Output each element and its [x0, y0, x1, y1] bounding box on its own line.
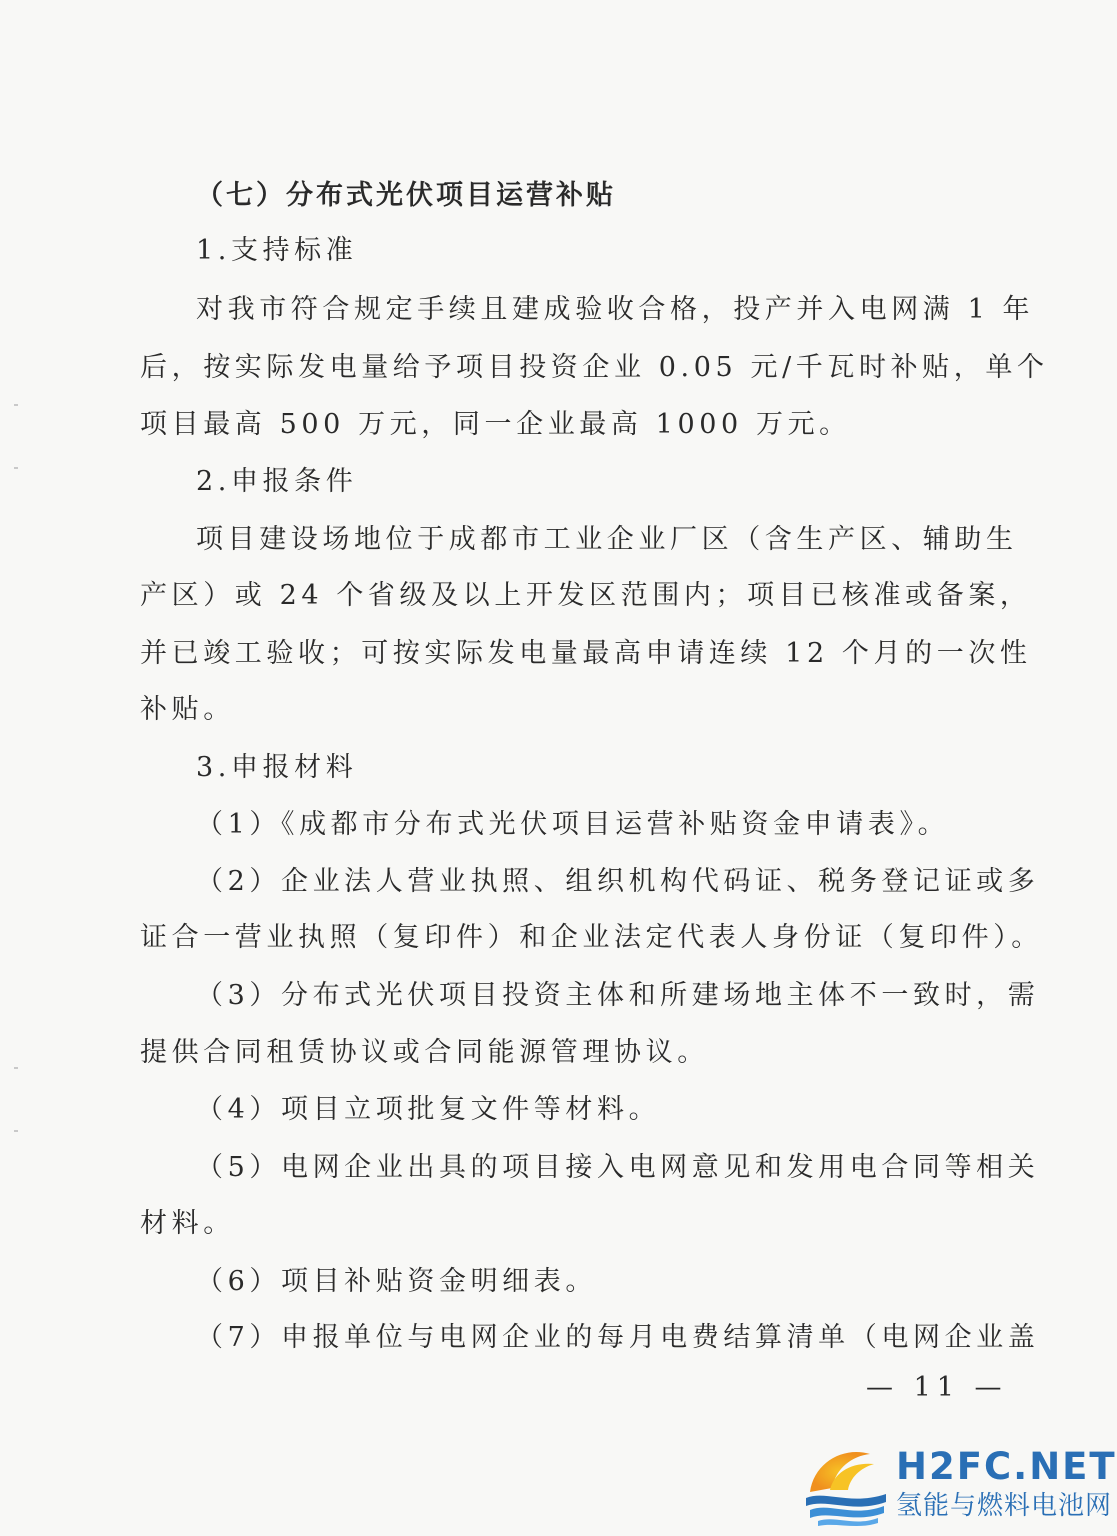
list-item: （2）企业法人营业执照、组织机构代码证、税务登记证或多 [196, 866, 1040, 897]
watermark [800, 1440, 1117, 1530]
paragraph-line: 并已竣工验收；可按实际发电量最高申请连续 12 个月的一次性 [140, 638, 1032, 669]
sun-wave-logo-icon [800, 1440, 892, 1528]
section-heading: （七）分布式光伏项目运营补贴 [196, 180, 616, 211]
paragraph-line: 后，按实际发电量给予项目投资企业 0.05 元/千瓦时补贴，单个 [140, 352, 1049, 383]
scan-speck [14, 1067, 18, 1069]
page-number: — 11 — [866, 1372, 1008, 1403]
paragraph-line: 产区）或 24 个省级及以上开发区范围内；项目已核准或备案， [140, 580, 1032, 611]
subsection-title-support-standard: 1.支持标准 [196, 235, 358, 266]
watermark-brand: H2FC.NET [896, 1445, 1117, 1488]
paragraph-line: 对我市符合规定手续且建成验收合格，投产并入电网满 1 年 [196, 294, 1035, 325]
subsection-title-materials: 3.申报材料 [196, 752, 358, 783]
scan-speck [14, 404, 18, 406]
paragraph-line: 项目建设场地位于成都市工业企业厂区（含生产区、辅助生 [196, 524, 1018, 555]
list-item: （5）电网企业出具的项目接入电网意见和发用电合同等相关 [196, 1152, 1040, 1183]
subsection-title-conditions: 2.申报条件 [196, 466, 358, 497]
list-item: （7）申报单位与电网企业的每月电费结算清单（电网企业盖 [196, 1322, 1040, 1353]
list-item-continuation: 证合一营业执照（复印件）和企业法定代表人身份证（复印件）。 [140, 922, 1043, 953]
list-item: （1）《成都市分布式光伏项目运营补贴资金申请表》。 [196, 809, 950, 840]
scan-speck [14, 1130, 18, 1132]
list-item-continuation: 提供合同租赁协议或合同能源管理协议。 [140, 1037, 709, 1068]
watermark-subtitle: 氢能与燃料电池网 [896, 1491, 1113, 1521]
paragraph-line: 项目最高 500 万元，同一企业最高 1000 万元。 [140, 409, 851, 440]
list-item: （3）分布式光伏项目投资主体和所建场地主体不一致时，需 [196, 980, 1040, 1011]
list-item: （6）项目补贴资金明细表。 [196, 1266, 597, 1297]
scan-speck [14, 467, 18, 469]
paragraph-line: 补贴。 [140, 694, 235, 725]
list-item: （4）项目立项批复文件等材料。 [196, 1094, 661, 1125]
list-item-continuation: 材料。 [140, 1208, 235, 1239]
